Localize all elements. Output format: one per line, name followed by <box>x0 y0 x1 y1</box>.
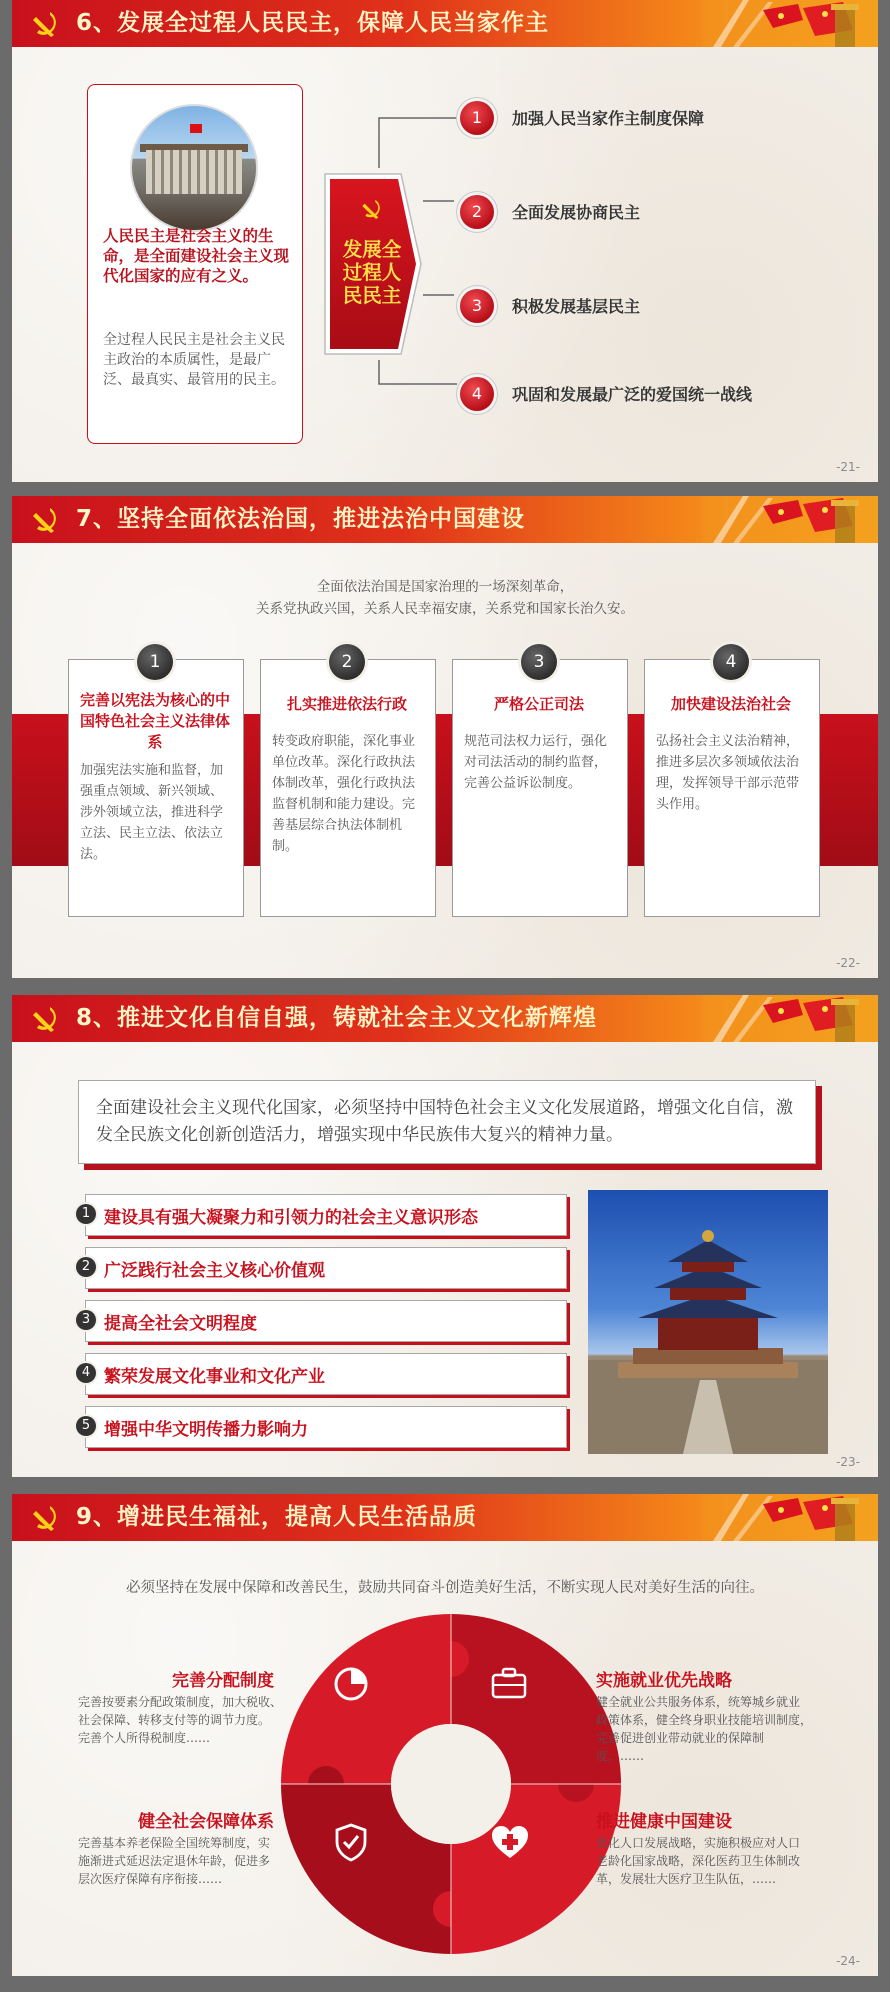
puzzle-ring <box>281 1614 621 1954</box>
page-number: -21- <box>836 460 860 474</box>
card-body-2: 转变政府职能，深化事业单位改革。深化行政执法体制改革，强化行政执法监督机制和能力建设。完善基层综合执法体制机制。 <box>272 734 416 854</box>
intro-line-2: 关系党执政兴国，关系人民幸福安康，关系党和国家长治久安。 <box>256 601 634 617</box>
block-line: 社会保障、转移支付等的调节力度。 <box>78 1713 271 1727</box>
block-line: 革，发展壮大医疗卫生队伍，…… <box>596 1872 777 1886</box>
intro-line-1: 全面依法治国是国家治理的一场深刻革命， <box>316 579 574 595</box>
culture-label-3: 提高全社会文明程度 <box>104 1314 257 1334</box>
item-label-4: 巩固和发展最广泛的爱国统一战线 <box>512 385 753 404</box>
item-number-1: 1 <box>460 101 494 135</box>
slide-title: 7、坚持全面依法治国，推进法治中国建设 <box>76 506 526 532</box>
slide-title: 8、推进文化自信自强，铸就社会主义文化新辉煌 <box>76 1005 598 1031</box>
intro-text: 全面建设社会主义现代化国家，必须坚持中国特色社会主义文化发展道路，增强文化自信，激发全民族文化创新创造活力，增强实现中华民族伟大复兴的精神力量。 <box>96 1098 793 1145</box>
briefcase-icon <box>490 1666 528 1700</box>
card-body-3: 规范司法权力运行，强化对司法活动的制约监督，完善公益诉讼制度。 <box>464 734 608 791</box>
block-line: 完善个人所得税制度…… <box>78 1731 211 1745</box>
culture-label-5: 增强中华文明传播力影响力 <box>104 1420 308 1440</box>
block-body-distribution <box>78 1693 308 1747</box>
page-number: -22- <box>836 956 860 970</box>
block-title-employment: 实施就业优先战略 <box>596 1671 732 1691</box>
block-title-social-security: 健全社会保障体系 <box>138 1812 274 1832</box>
block-line: 完善基本养老保险全国统筹制度，实 <box>78 1836 271 1850</box>
item-number-3: 3 <box>460 289 494 323</box>
item-number-2: 2 <box>460 195 494 229</box>
flag-decoration-icon <box>703 496 878 543</box>
card-highlight-text: 人民民主是社会主义的生命，是全面建设社会主义现代化国家的应有之义。 <box>103 227 290 285</box>
card-number-2: 2 <box>329 644 365 680</box>
block-body-employment <box>596 1693 846 1765</box>
item-number-4: 4 <box>460 377 494 411</box>
card-title-3: 严格公正司法 <box>493 695 584 713</box>
slide-21 <box>12 0 878 482</box>
heart-plus-icon <box>490 1824 530 1860</box>
card-number-1: 1 <box>137 644 173 680</box>
culture-label-1: 建设具有强大凝聚力和引领力的社会主义意识形态 <box>104 1208 478 1228</box>
slide-23 <box>12 995 878 1477</box>
block-body-health <box>596 1834 846 1888</box>
hammer-sickle-icon <box>30 1004 64 1034</box>
card-body-1: 加强宪法实施和监督，加强重点领域、新兴领域、涉外领域立法，推进科学立法、民主立法、依法立法。 <box>80 763 224 862</box>
culture-number-5: 5 <box>76 1416 96 1436</box>
slide-22 <box>12 496 878 978</box>
culture-number-4: 4 <box>76 1363 96 1383</box>
block-line: 完善促进创业带动就业的保障制 <box>596 1731 765 1745</box>
block-line: 层次医疗保障有序衔接…… <box>78 1872 223 1886</box>
block-line: 度，…… <box>596 1749 645 1763</box>
pie-chart-icon <box>333 1666 369 1702</box>
connector-lines <box>12 0 878 482</box>
temple-of-heaven-photo <box>588 1190 828 1454</box>
hub-label: 发展全过程人民民主 <box>342 238 402 307</box>
culture-number-1: 1 <box>76 1204 96 1224</box>
hammer-sickle-icon <box>30 1503 64 1533</box>
slide-title: 9、增进民生福祉，提高人民生活品质 <box>76 1504 478 1530</box>
card-title-1: 完善以宪法为核心的中国特色社会主义法律体系 <box>79 691 230 751</box>
block-line: 政策体系，健全终身职业技能培训制度， <box>596 1713 813 1727</box>
slide-header <box>12 995 878 1042</box>
card-title-4: 加快建设法治社会 <box>670 695 791 713</box>
intro-text: 必须坚持在发展中保障和改善民生，鼓励共同奋斗创造美好生活，不断实现人民对美好生活的向往。 <box>126 1580 764 1596</box>
slide-24 <box>12 1494 878 1976</box>
slide-title: 6、发展全过程人民民主，保障人民当家作主 <box>76 10 550 36</box>
page-number: -24- <box>836 1954 860 1968</box>
card-body-text: 全过程人民民主是社会主义民主政治的本质属性，是最广泛、最真实、最管用的民主。 <box>103 332 285 388</box>
flag-decoration-icon <box>703 995 878 1042</box>
card-number-4: 4 <box>713 644 749 680</box>
block-line: 施渐进式延迟法定退休年龄，促进多 <box>78 1854 271 1868</box>
card-body-4: 弘扬社会主义法治精神，推进多层次多领域依法治理，发挥领导干部示范带头作用。 <box>656 734 800 812</box>
block-title-health: 推进健康中国建设 <box>596 1812 732 1832</box>
block-body-social-security <box>78 1834 308 1888</box>
item-label-3: 积极发展基层民主 <box>512 297 641 316</box>
hammer-sickle-icon <box>360 196 386 222</box>
block-title-distribution: 完善分配制度 <box>172 1671 274 1691</box>
block-line: 完善按要素分配政策制度，加大税收、 <box>78 1695 283 1709</box>
item-label-1: 加强人民当家作主制度保障 <box>512 109 705 128</box>
flag-decoration-icon <box>703 1494 878 1541</box>
hammer-sickle-icon <box>30 505 64 535</box>
culture-number-3: 3 <box>76 1310 96 1330</box>
item-label-2: 全面发展协商民主 <box>512 203 641 222</box>
block-line: 老龄化国家战略，深化医药卫生体制改 <box>596 1854 801 1868</box>
culture-label-2: 广泛践行社会主义核心价值观 <box>104 1261 325 1281</box>
slide-header <box>12 1494 878 1541</box>
culture-label-4: 繁荣发展文化事业和文化产业 <box>104 1367 325 1387</box>
block-line: 健全就业公共服务体系，统筹城乡就业 <box>596 1695 801 1709</box>
page-number: -23- <box>836 1455 860 1469</box>
card-title-2: 扎实推进依法行政 <box>286 695 407 713</box>
slide-header <box>12 496 878 543</box>
card-number-3: 3 <box>521 644 557 680</box>
culture-number-2: 2 <box>76 1257 96 1277</box>
block-line: 优化人口发展战略，实施积极应对人口 <box>596 1836 801 1850</box>
shield-check-icon <box>333 1822 369 1862</box>
